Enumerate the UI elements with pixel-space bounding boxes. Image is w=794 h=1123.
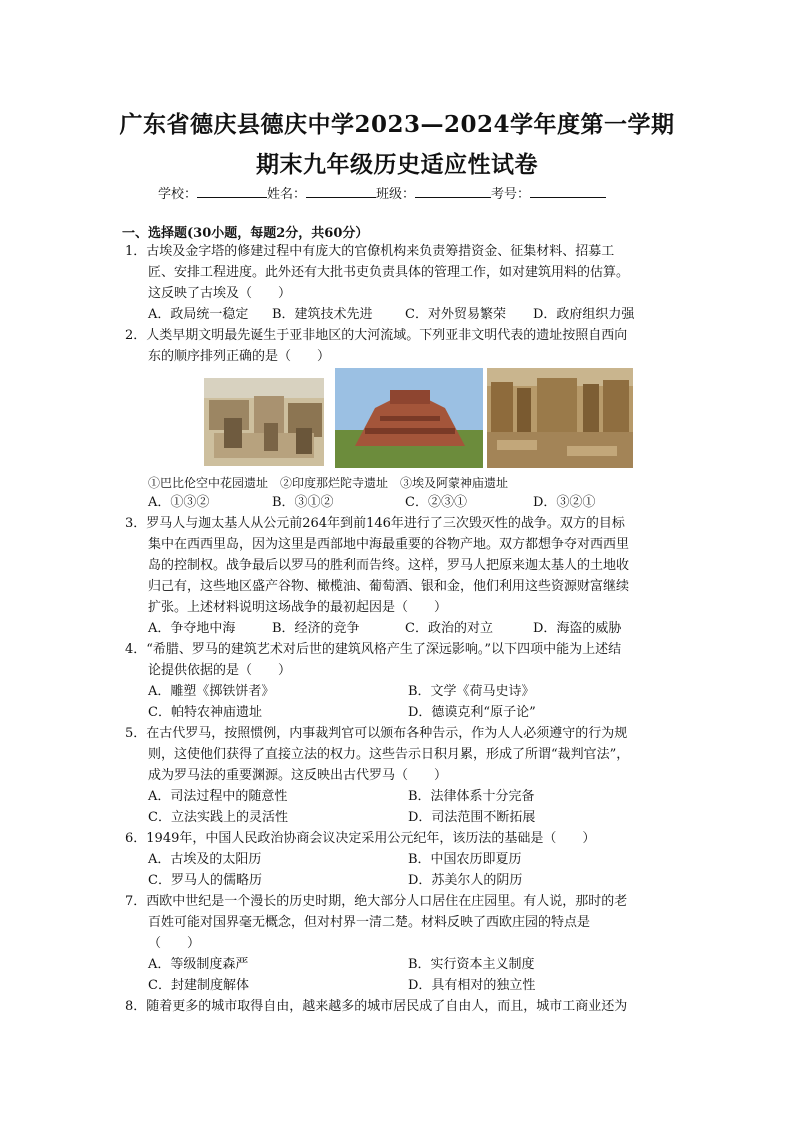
q8-line: 8．随着更多的城市取得自由，越来越多的城市居民成了自由人，而且，城市工商业还为 [125,999,628,1014]
q7-line: 百姓可能对国界毫无概念，但对村界一清二楚。材料反映了西欧庄园的特点是 [148,915,591,930]
q2-option-a[interactable]: A．①③② [148,495,210,510]
q2-line: 东的顺序排列正确的是（ ） [148,349,331,364]
q4-line: 论提供依据的是（ ） [148,663,292,678]
q2-image-caption: ①巴比伦空中花园遗址 ②印度那烂陀寺遗址 ③埃及阿蒙神庙遗址 [148,476,509,490]
q1-option-d[interactable]: D．政府组织力强 [533,307,635,322]
q1-line: 这反映了古埃及（ ） [148,286,292,301]
q4-option-b[interactable]: B．文学《荷马史诗》 [408,684,535,699]
q1-option-b[interactable]: B．建筑技术先进 [272,307,373,322]
q4-option-a[interactable]: A．雕塑《掷铁饼者》 [148,684,275,699]
q7-line: （ ） [148,936,201,951]
q5-line: 则，这使他们获得了直接立法的权力。这些告示日积月累，形成了所谓“裁判官法”， [148,747,630,762]
q1-line: 1．古埃及金字塔的修建过程中有庞大的官僚机构来负责筹措资金、征集材料、招募工 [125,244,615,259]
q1-option-c[interactable]: C．对外贸易繁荣 [405,307,506,322]
q7-option-d[interactable]: D．具有相对的独立性 [408,978,536,993]
babylon-ruins-photo [204,378,324,466]
q3-line: 岛的控制权。战争最后以罗马的胜利而告终。这样，罗马人把原来迦太基人的土地收 [148,558,630,573]
q6-option-a[interactable]: A．古埃及的太阳历 [148,852,262,867]
q7-option-a[interactable]: A．等级制度森严 [148,957,249,972]
amun-temple-photo [487,368,633,468]
q7-option-c[interactable]: C．封建制度解体 [148,978,249,993]
q2-option-d[interactable]: D．③②① [533,495,596,510]
number-blank[interactable] [530,185,606,198]
q5-option-b[interactable]: B．法律体系十分完备 [408,789,535,804]
q6-line: 6．1949年，中国人民政治协商会议决定采用公元纪年，该历法的基础是（ ） [125,831,596,846]
q5-option-a[interactable]: A．司法过程中的随意性 [148,789,288,804]
q1-line: 匠、安排工程进度。此外还有大批书吏负责具体的管理工作，如对建筑用料的估算。 [148,265,630,280]
q5-option-c[interactable]: C．立法实践上的灵活性 [148,810,288,825]
class-label: 班级： [376,187,416,202]
exam-title-line2: 期末九年级历史适应性试卷 [256,151,538,178]
q5-line: 成为罗马法的重要渊源。这反映出古代罗马（ ） [148,768,448,783]
school-label: 学校： [158,187,198,202]
q3-option-b[interactable]: B．经济的竞争 [272,621,360,636]
q7-line: 7．西欧中世纪是一个漫长的历史时期，绝大部分人口居住在庄园里。有人说，那时的老 [125,894,628,909]
q6-option-b[interactable]: B．中国农历即夏历 [408,852,522,867]
q3-line: 扩张。上述材料说明这场战争的最初起因是（ ） [148,600,448,615]
q2-option-c[interactable]: C．②③① [405,495,467,510]
q3-line: 集中在西西里岛，因为这里是西部地中海最重要的谷物产地。双方都想争夺对西西里 [148,537,630,552]
q3-line: 3．罗马人与迦太基人从公元前264年到前146年进行了三次毁灭性的战争。双方的目标 [125,516,625,531]
q6-option-d[interactable]: D．苏美尔人的阴历 [408,873,523,888]
q4-option-d[interactable]: D．德谟克利“原子论” [408,705,536,720]
q3-option-a[interactable]: A．争夺地中海 [148,621,236,636]
q3-option-d[interactable]: D．海盗的威胁 [533,621,622,636]
q4-option-c[interactable]: C．帕特农神庙遗址 [148,705,262,720]
q6-option-c[interactable]: C．罗马人的儒略历 [148,873,262,888]
exam-title-line1: 广东省德庆县德庆中学2023—2024学年度第一学期 [119,111,675,138]
q7-option-b[interactable]: B．实行资本主义制度 [408,957,535,972]
student-info-row [158,183,606,202]
section-title: 一、选择题(30小题，每题2分，共60分） [122,226,369,241]
number-label: 考号： [491,187,531,202]
q4-line: 4．“希腊、罗马的建筑艺术对后世的建筑风格产生了深远影响。”以下四项中能为上述结 [125,642,622,657]
q2-line: 2．人类早期文明最先诞生于亚非地区的大河流域。下列亚非文明代表的遗址按照自西向 [125,328,628,343]
school-blank[interactable] [197,185,267,198]
q5-option-d[interactable]: D．司法范围不断拓展 [408,810,536,825]
nalanda-ruins-photo [335,368,483,468]
name-label: 姓名： [267,187,307,202]
q3-option-c[interactable]: C．政治的对立 [405,621,493,636]
q3-line: 归己有，这些地区盛产谷物、橄榄油、葡萄酒、银和金，他们利用这些资源财富继续 [148,579,630,594]
q5-line: 5．在古代罗马，按照惯例，内事裁判官可以颁布各种告示，作为人人必须遵守的行为规 [125,726,628,741]
q1-option-a[interactable]: A．政局统一稳定 [148,307,249,322]
name-blank[interactable] [306,185,376,198]
class-blank[interactable] [415,185,491,198]
q2-option-b[interactable]: B．③①② [272,495,334,510]
